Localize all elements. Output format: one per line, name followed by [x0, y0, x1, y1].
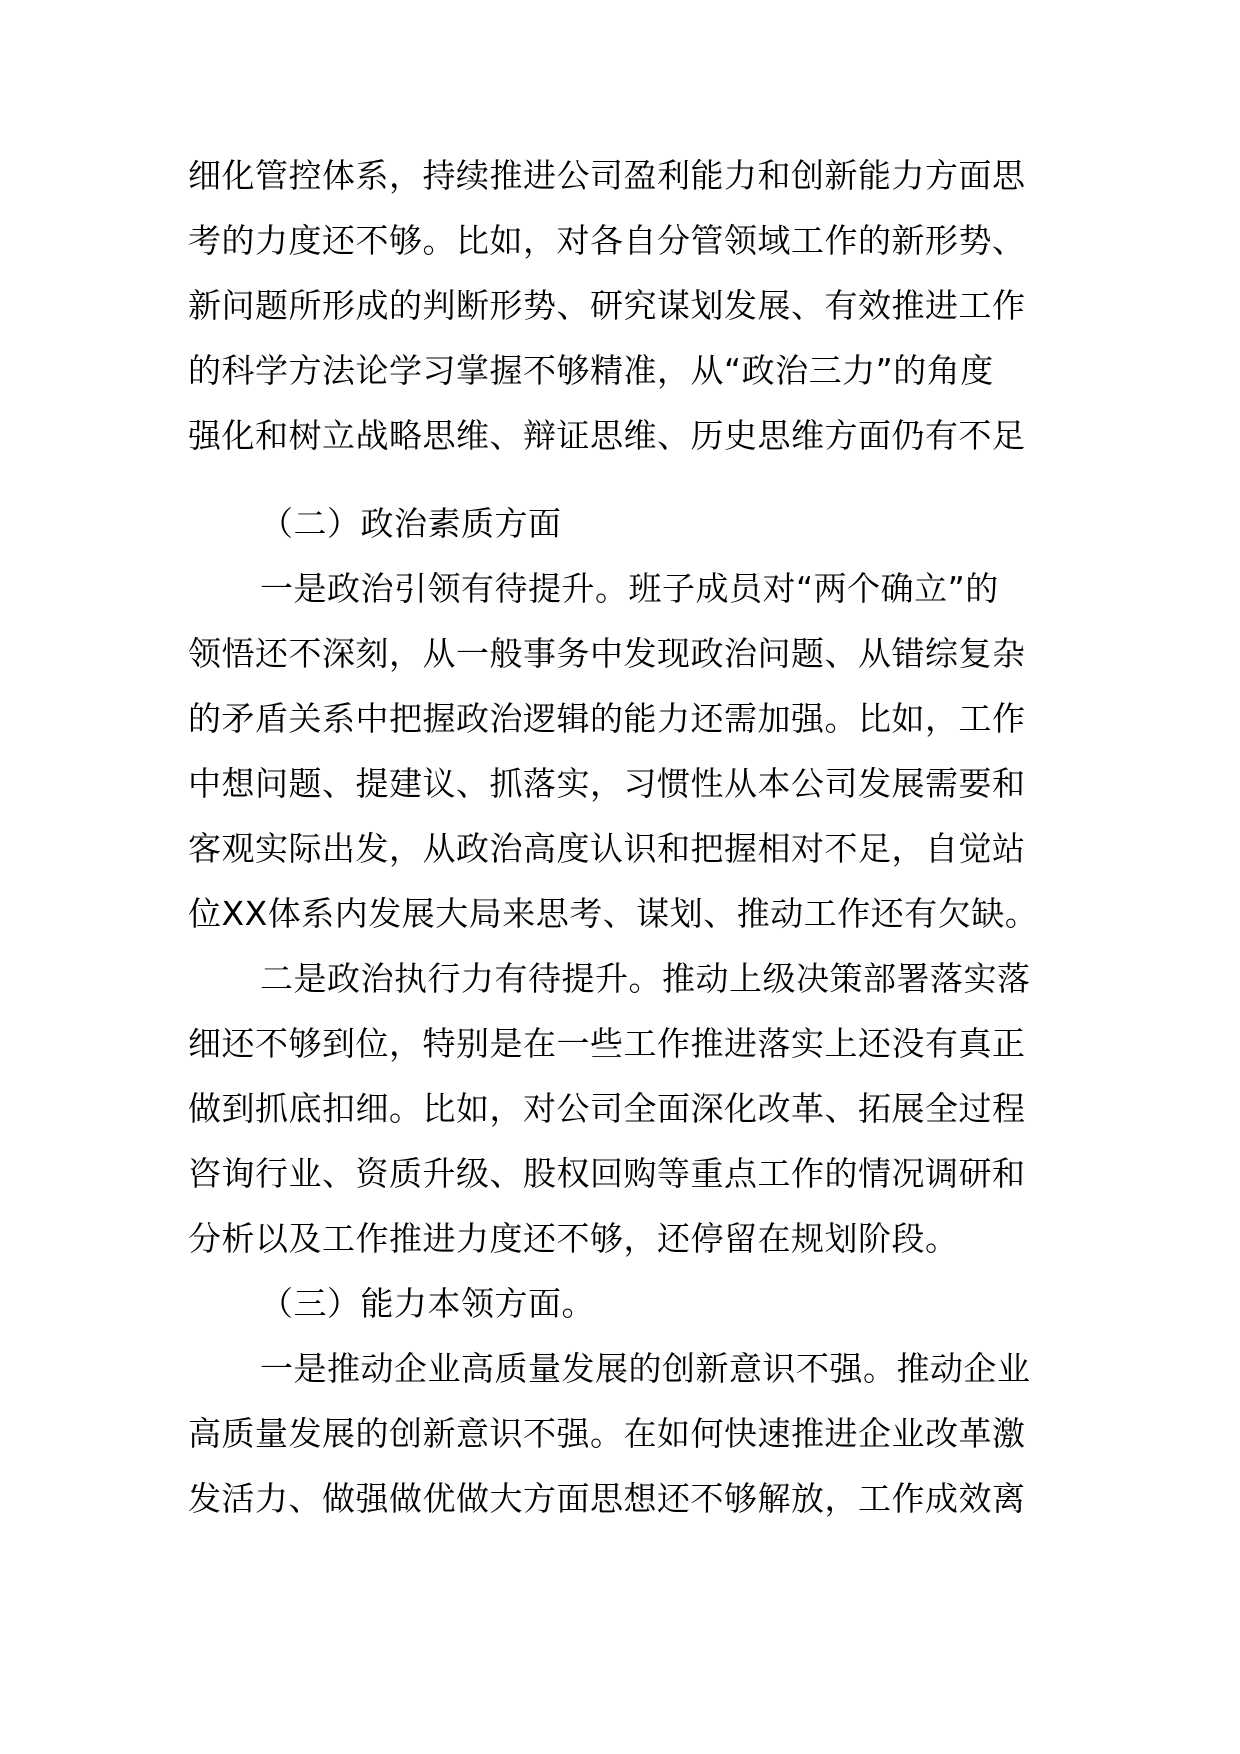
- paragraph-political-leadership: [188, 556, 1058, 946]
- text-line: 新问题所形成的判断形势、研究谋划发展、有效推进工作: [188, 286, 1026, 325]
- paragraph-political-execution: [188, 946, 1058, 1271]
- text-line: 细化管控体系，持续推进公司盈利能力和创新能力方面思: [188, 156, 1026, 195]
- text-line: 一是推动企业高质量发展的创新意识不强。推动企业: [260, 1349, 1031, 1388]
- text-line: 二是政治执行力有待提升。推动上级决策部署落实落: [260, 959, 1031, 998]
- text-line: 客观实际出发，从政治高度认识和把握相对不足，自觉站: [188, 829, 1026, 868]
- text-line: 的科学方法论学习掌握不够精准，从“政治三力”的角度: [188, 351, 994, 390]
- text-line: 咨询行业、资质升级、股权回购等重点工作的情况调研和: [188, 1154, 1026, 1193]
- text-line: 高质量发展的创新意识不强。在如何快速推进企业改革激: [188, 1414, 1026, 1453]
- text-line: 领悟还不深刻，从一般事务中发现政治问题、从错综复杂: [188, 634, 1026, 673]
- section-heading-capability: （三）能力本领方面。: [260, 1284, 595, 1323]
- paragraph-innovation-awareness: [188, 1336, 1058, 1531]
- text-line: 位XX体系内发展大局来思考、谋划、推动工作还有欠缺。: [188, 894, 1039, 933]
- text-line: 一是政治引领有待提升。班子成员对“两个确立”的: [260, 569, 999, 608]
- text-line: 分析以及工作推进力度还不够，还停留在规划阶段。: [188, 1219, 959, 1258]
- section-two: [188, 491, 1058, 1531]
- text-line: 做到抓底扣细。比如，对公司全面深化改革、拓展全过程: [188, 1089, 1026, 1128]
- text-line: 考的力度还不够。比如，对各自分管领域工作的新形势、: [188, 221, 1026, 260]
- text-line: 中想问题、提建议、抓落实，习惯性从本公司发展需要和: [188, 764, 1026, 803]
- paragraph-continued: [188, 143, 1058, 468]
- text-line: 的矛盾关系中把握政治逻辑的能力还需加强。比如，工作: [188, 699, 1026, 738]
- text-line: 发活力、做强做优做大方面思想还不够解放，工作成效离: [188, 1479, 1026, 1518]
- text-line: 细还不够到位，特别是在一些工作推进落实上还没有真正: [188, 1024, 1026, 1063]
- section-heading-political-quality: （二）政治素质方面: [260, 504, 562, 543]
- text-line: 强化和树立战略思维、辩证思维、历史思维方面仍有不足: [188, 416, 1026, 455]
